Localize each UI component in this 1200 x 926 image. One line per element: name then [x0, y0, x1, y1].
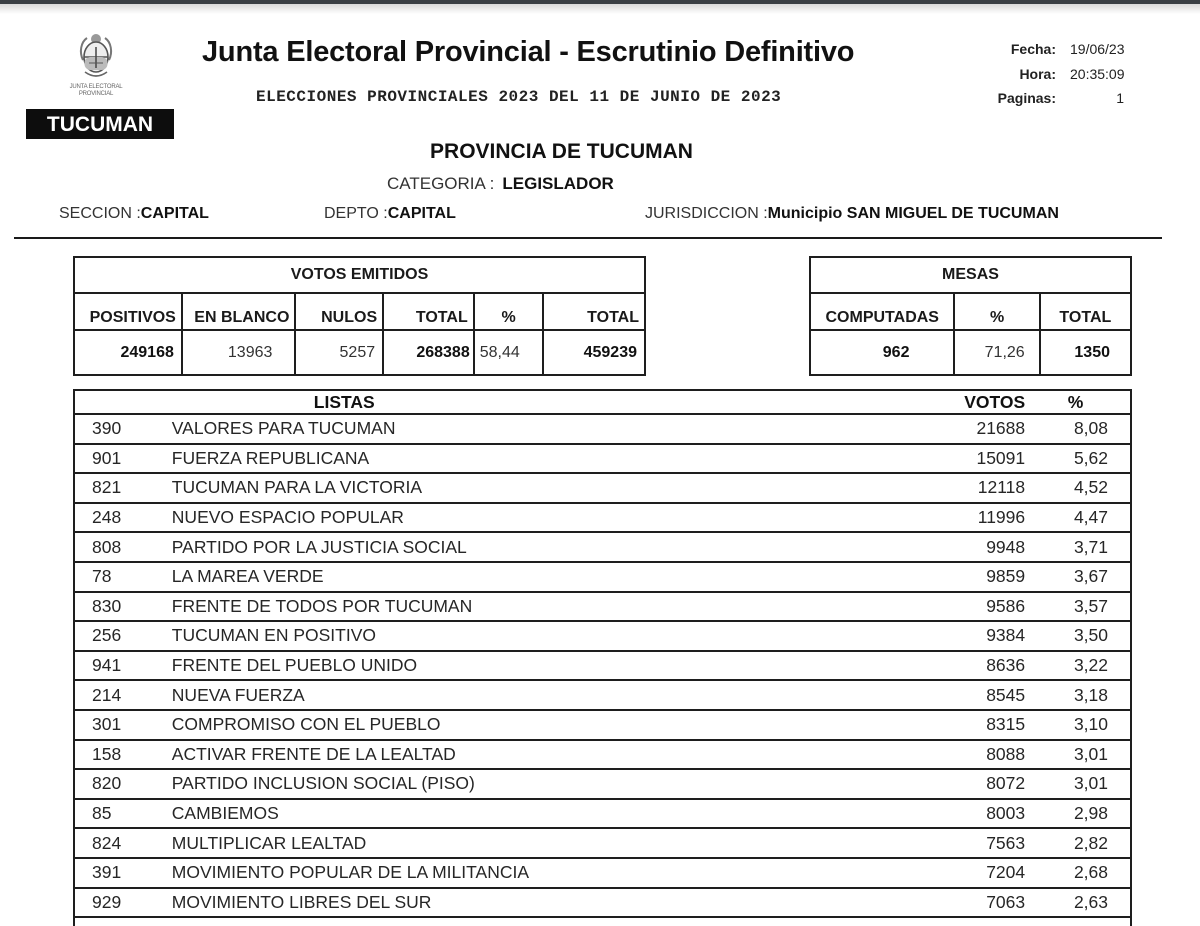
lista-name: LA MAREA VERDE — [172, 562, 930, 592]
hora-value: 20:35:09 — [1070, 65, 1125, 82]
logo-caption-line2: PROVINCIAL — [78, 91, 114, 97]
viewer-top-shadow — [0, 4, 1200, 14]
lista-number: 941 — [74, 651, 172, 681]
lista-row — [74, 710, 1131, 740]
lista-votos: 9586 — [930, 592, 1025, 622]
lista-votos: 8636 — [930, 651, 1025, 681]
lista-number: 85 — [74, 799, 172, 829]
fecha-value: 19/06/23 — [1070, 41, 1125, 57]
listas-table — [73, 389, 1132, 926]
lista-pct: 3,22 — [1025, 651, 1131, 681]
lista-votos: 9384 — [930, 621, 1025, 651]
lista-name: PARTIDO INCLUSION SOCIAL (PISO) — [172, 769, 930, 799]
logo-caption — [62, 84, 130, 98]
col-positivos: POSITIVOS — [74, 293, 182, 330]
lista-row — [74, 828, 1131, 858]
lista-name: NUEVA FUERZA — [172, 680, 930, 710]
lista-row — [74, 414, 1131, 444]
lista-name: NUEVO ESPACIO POPULAR — [172, 503, 930, 533]
lista-row — [74, 562, 1131, 592]
lista-votos: 15091 — [930, 444, 1025, 474]
lista-name: TUCUMAN EN POSITIVO — [172, 621, 930, 651]
lista-votos: 9948 — [930, 532, 1025, 562]
lista-name: ACTIVAR FRENTE DE LA LEALTAD — [172, 740, 930, 770]
lista-name: COMPROMISO CON EL PUEBLO — [172, 710, 930, 740]
lista-row — [74, 799, 1131, 829]
lista-votos: 21688 — [930, 414, 1025, 444]
mesas-total-value: 1350 — [1040, 330, 1131, 375]
col-mesas-total: TOTAL — [1040, 293, 1131, 330]
lista-number: 824 — [74, 828, 172, 858]
lista-row — [74, 473, 1131, 503]
hora-label: Hora: — [1019, 65, 1056, 82]
categoria-value: LEGISLADOR — [502, 174, 614, 193]
lista-pct: 3,67 — [1025, 562, 1131, 592]
col-pct: % — [474, 293, 544, 330]
page-subtitle: ELECCIONES PROVINCIALES 2023 DEL 11 DE JUNIO DE 2023 — [256, 88, 782, 106]
lista-number: 821 — [74, 473, 172, 503]
lista-row — [74, 621, 1131, 651]
lista-votos: 7563 — [930, 828, 1025, 858]
en-blanco-value: 13963 — [182, 330, 296, 375]
col-en-blanco: EN BLANCO — [182, 293, 296, 330]
province-heading: PROVINCIA DE TUCUMAN — [430, 140, 693, 163]
lista-pct: 3,18 — [1025, 680, 1131, 710]
lista-name: CAMBIEMOS — [172, 799, 930, 829]
depto-value: CAPITAL — [387, 205, 456, 222]
page-title: Junta Electoral Provincial - Escrutinio Definitivo — [202, 36, 855, 68]
lista-pct: 3,01 — [1025, 740, 1131, 770]
lista-name: PARTIDO POR LA JUSTICIA SOCIAL — [172, 532, 930, 562]
lista-name: FRENTE DEL PUEBLO UNIDO — [172, 651, 930, 681]
lista-number: 158 — [74, 740, 172, 770]
lista-pct: 3,71 — [1025, 532, 1131, 562]
categoria — [387, 174, 614, 194]
mesas-table — [809, 256, 1132, 376]
cutoff-cell — [930, 917, 1025, 926]
total-emitidos-value: 268388 — [383, 330, 474, 375]
lista-name: TUCUMAN PARA LA VICTORIA — [172, 473, 930, 503]
cutoff-cell — [172, 917, 930, 926]
depto-label: DEPTO : — [324, 205, 388, 222]
lista-number: 214 — [74, 680, 172, 710]
lista-number: 820 — [74, 769, 172, 799]
lista-row — [74, 680, 1131, 710]
lista-number: 391 — [74, 858, 172, 888]
meta-labels — [980, 37, 1056, 111]
depto — [324, 205, 456, 223]
fecha-label: Fecha: — [1010, 41, 1056, 57]
lista-pct: 4,47 — [1025, 503, 1131, 533]
jurisdiccion-value: Municipio SAN MIGUEL DE TUCUMAN — [767, 205, 1059, 222]
lista-pct: 2,82 — [1025, 828, 1131, 858]
col-listas-header: LISTAS — [172, 390, 930, 414]
lista-pct: 8,08 — [1025, 414, 1131, 444]
lista-pct: 2,63 — [1025, 888, 1131, 918]
jurisdiccion-label: JURISDICCION : — [645, 205, 768, 222]
lista-row — [74, 503, 1131, 533]
lista-row — [74, 651, 1131, 681]
lista-number: 78 — [74, 562, 172, 592]
coat-of-arms-icon — [77, 30, 115, 82]
cutoff-cell — [74, 917, 172, 926]
junta-electoral-logo — [62, 30, 130, 102]
mesas-title: MESAS — [810, 257, 1131, 293]
col-nulos: NULOS — [295, 293, 383, 330]
lista-row — [74, 858, 1131, 888]
nulos-value: 5257 — [295, 330, 383, 375]
lista-row — [74, 592, 1131, 622]
logo-caption-line1: JUNTA ELECTORAL — [69, 84, 123, 90]
lista-number: 248 — [74, 503, 172, 533]
total-padron-value: 459239 — [543, 330, 645, 375]
lista-row-cutoff — [74, 917, 1131, 926]
lista-votos: 11996 — [930, 503, 1025, 533]
lista-name: MOVIMIENTO POPULAR DE LA MILITANCIA — [172, 858, 930, 888]
lista-number: 929 — [74, 888, 172, 918]
lista-row — [74, 532, 1131, 562]
lista-number: 390 — [74, 414, 172, 444]
lista-number: 301 — [74, 710, 172, 740]
lista-pct: 3,10 — [1025, 710, 1131, 740]
col-votos-header: VOTOS — [930, 390, 1025, 414]
lista-row — [74, 444, 1131, 474]
header-divider — [14, 237, 1162, 239]
lista-name: FUERZA REPUBLICANA — [172, 444, 930, 474]
lista-row — [74, 888, 1131, 918]
paginas-label: Paginas: — [997, 90, 1056, 106]
lista-name: VALORES PARA TUCUMAN — [172, 414, 930, 444]
meta-values — [1070, 37, 1140, 111]
seccion-label: SECCION : — [59, 205, 141, 222]
lista-pct: 3,50 — [1025, 621, 1131, 651]
lista-number: 830 — [74, 592, 172, 622]
seccion-value: CAPITAL — [140, 205, 209, 222]
lista-name: FRENTE DE TODOS POR TUCUMAN — [172, 592, 930, 622]
col-total-padron: TOTAL — [543, 293, 645, 330]
lista-votos: 7204 — [930, 858, 1025, 888]
col-mesas-pct: % — [954, 293, 1039, 330]
lista-votos: 12118 — [930, 473, 1025, 503]
col-computadas: COMPUTADAS — [810, 293, 954, 330]
lista-pct: 2,68 — [1025, 858, 1131, 888]
lista-name: MULTIPLICAR LEALTAD — [172, 828, 930, 858]
cutoff-cell — [1025, 917, 1131, 926]
lista-pct: 3,57 — [1025, 592, 1131, 622]
col-num-header — [74, 390, 172, 414]
lista-row — [74, 740, 1131, 770]
mesas-pct-value: 71,26 — [954, 330, 1039, 375]
computadas-value: 962 — [810, 330, 954, 375]
lista-pct: 4,52 — [1025, 473, 1131, 503]
lista-votos: 8003 — [930, 799, 1025, 829]
lista-pct: 3,01 — [1025, 769, 1131, 799]
lista-number: 808 — [74, 532, 172, 562]
lista-number: 901 — [74, 444, 172, 474]
lista-pct: 2,98 — [1025, 799, 1131, 829]
listas-header-row — [74, 390, 1131, 414]
jurisdiccion — [645, 205, 1059, 223]
lista-row — [74, 769, 1131, 799]
lista-name: MOVIMIENTO LIBRES DEL SUR — [172, 888, 930, 918]
votos-emitidos-title: VOTOS EMITIDOS — [74, 257, 645, 293]
lista-votos: 7063 — [930, 888, 1025, 918]
lista-votos: 8072 — [930, 769, 1025, 799]
positivos-value: 249168 — [74, 330, 182, 375]
seccion — [59, 205, 209, 223]
tucuman-badge: TUCUMAN — [26, 109, 174, 139]
lista-votos: 8545 — [930, 680, 1025, 710]
lista-votos: 8088 — [930, 740, 1025, 770]
categoria-label: CATEGORIA : — [387, 174, 495, 193]
lista-number: 256 — [74, 621, 172, 651]
pct-value: 58,44 — [474, 330, 544, 375]
votos-emitidos-table — [73, 256, 646, 376]
col-total-emitidos: TOTAL — [383, 293, 474, 330]
lista-votos: 8315 — [930, 710, 1025, 740]
col-pct-header: % — [1025, 390, 1131, 414]
lista-votos: 9859 — [930, 562, 1025, 592]
paginas-value: 1 — [1116, 90, 1124, 106]
lista-pct: 5,62 — [1025, 444, 1131, 474]
